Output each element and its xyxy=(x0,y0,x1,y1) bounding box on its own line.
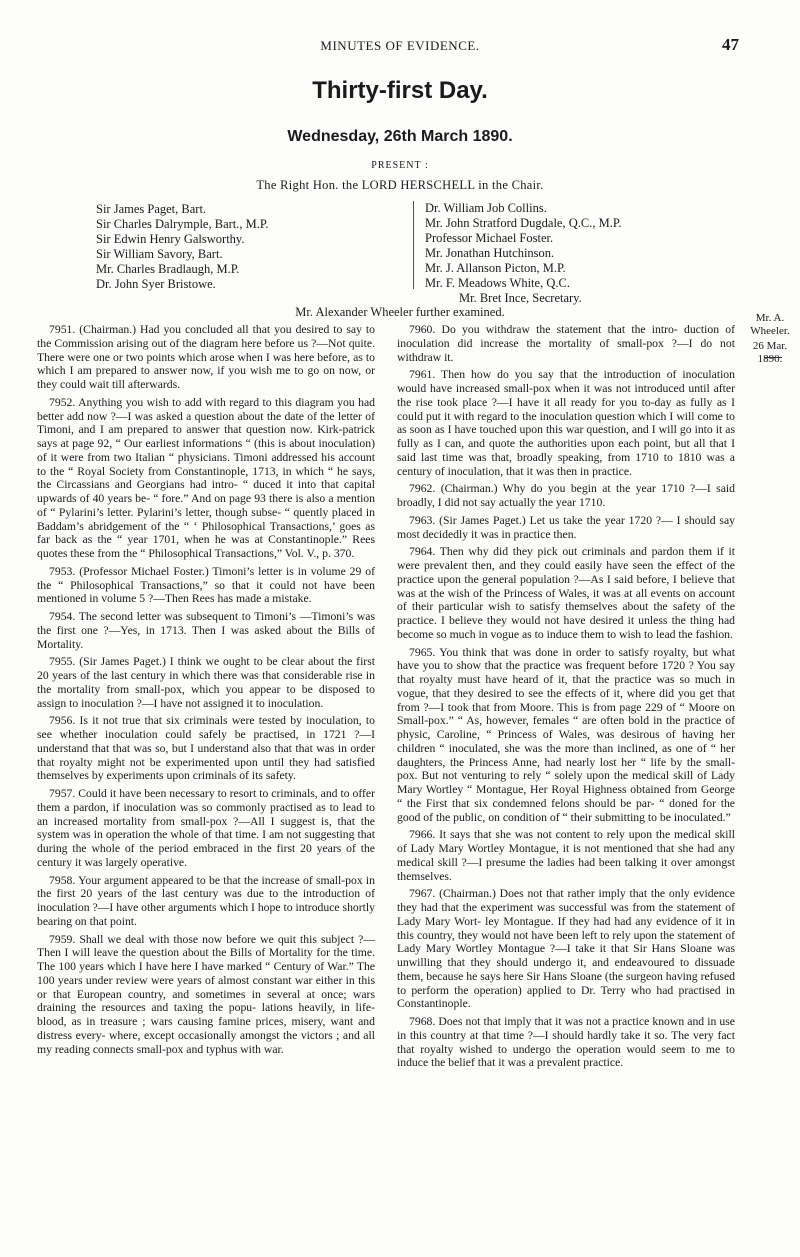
question-paragraph: 7954. The second letter was subsequent to Timoni’s —Timoni’s was the first one ?—Yes, in 1713. Then I was asked about the Bills of Mortality. xyxy=(37,610,375,651)
members-list-right xyxy=(413,201,765,305)
member-name: Sir William Savory, Bart. xyxy=(96,247,223,261)
date-margin-note: 26 Mar. 1890. xyxy=(752,340,788,365)
question-paragraph: 7961. Then how do you say that the introduction of inoculation would have increased small-pox when it was not introduced until after the rise took place ?—I have it all ready for you to-day as fully as I could put it with regard to the inoculation question which I will come to as soon as I have touched upon this war question, and I will go into it as fully as I can, and quote the authorities upon each point, but all that I said last time was that, broadly speaking, from 1710 to 1810 was a century of inoculation, that it was then in practice. xyxy=(397,368,735,478)
margin-rule xyxy=(764,357,782,358)
question-paragraph: 7965. You think that was done in order to satisfy royalty, but what have you to show that the practice was frequent before 1720 ? You say that royalty must have heard of it, that the practice was so much in vogue, that they desired to see the effects of it, where did you get that from ?—I took that from Moore. This is from page 229 of “ Moore on Small-pox.” “ As, however, females “ are often bold in the practice of physic, Caroline, “ Princess of Wales, was desirous of having her children “ inoculated, she was the more than inclined, as one of “ her daughters, the Princess Anne, had nearly lost her “ life by the small-pox. But not venturing to rely “ solely upon the medical skill of Lady Mary Wortley “ Montague, Her Royal Highness obtained from George “ the First that six condemned felons should be par- “ doned for the good of the public, on condition of “ their submitting to be inoculated.” xyxy=(397,645,735,824)
member-name: Dr. John Syer Bristowe. xyxy=(96,277,216,291)
session-date: Wednesday, 26th March 1890. xyxy=(287,128,513,145)
question-paragraph: 7952. Anything you wish to add with regard to this diagram you had better add now ?—I was asked a question about the date of the letter of Timoni, and I am prepared to answer that question now. Kirk-patrick says at page 92, “ Our earliest informations “ (this is about inoculation) of it were from two Italian “ physicians. Timoni addressed his account to the “ Royal Society from Constantinople, 1713, in which “ he says, the Circassians and Georgians had intro- “ duced it into that capital upwards of 40 years be- “ fore.” And on page 93 there is also a mention of “ Pylarini’s letter. Pylarini’s letter, though subse- “ quently placed in Baddam’s abridgement of the “ ‘ Philosophical Transactions,’ goes as far back as the “ year 1701, when he was at Constantinople.” Rees quotes these from the “ Philosophical Transactions,” Vol. V., p. 370. xyxy=(37,395,375,560)
members-list-left xyxy=(96,202,396,292)
question-paragraph: 7953. (Professor Michael Foster.) Timoni’s letter is in volume 29 of the “ Philosophical Transactions,” so that it could not have been mentioned in volume 5 ?—Then Rees has made a mistake. xyxy=(37,564,375,606)
question-paragraph: 7960. Do you withdraw the statement that the intro- duction of inoculation did increase the mortality of small-pox ?—I do not withdraw it. xyxy=(397,323,735,364)
question-paragraph: 7966. It says that she was not content to rely upon the medical skill of Lady Mary Wortley Montague, it is not mentioned that she had any medical skill ?—I presume the ladies had been talking it over amongst themselves. xyxy=(397,828,735,883)
secretary-line: Mr. Bret Ince, Secretary. xyxy=(459,291,582,305)
member-name: Mr. F. Meadows White, Q.C. xyxy=(425,276,570,290)
member-name: Mr. Charles Bradlaugh, M.P. xyxy=(96,262,240,276)
page-number: 47 xyxy=(722,35,739,54)
present-label: PRESENT : xyxy=(371,160,429,171)
question-paragraph: 7958. Your argument appeared to be that the increase of small-pox in the first 20 years of the last century was due to the introduction of inoculation ?—I have other arguments which I hope to introduce shortly bearing on that point. xyxy=(37,873,375,928)
member-name: Sir Charles Dalrymple, Bart., M.P. xyxy=(96,217,269,231)
member-name: Mr. John Stratford Dugdale, Q.C., M.P. xyxy=(425,216,622,230)
member-name: Dr. William Job Collins. xyxy=(425,201,547,215)
question-paragraph: 7957. Could it have been necessary to resort to criminals, and to offer them a pardon, if inoculation was so commonly practised as to lead to an increased mortality from small-pox ?—All I suggest is, that the system was in operation the whole of that time. I am not suggesting that during the whole of the period embraced in the first 20 years of the century it was largely operative. xyxy=(37,787,375,869)
witness-margin-note: Mr. A. Wheeler. xyxy=(750,312,790,337)
member-name: Professor Michael Foster. xyxy=(425,231,554,245)
question-paragraph: 7955. (Sir James Paget.) I think we ought to be clear about the first 20 years of the last century in which there was that considerable rise in the mortality from small-pox, which you appear to be disposed to assign to inoculation ?—I have not assigned it to inoculation. xyxy=(37,655,375,710)
examination-line: Mr. Alexander Wheeler further examined. xyxy=(295,305,505,319)
question-paragraph: 7968. Does not that imply that it was not a practice known and in use in this country at that time ?—I should hardly take it so. The very fact that royalty wished to undergo the operation would seem to me to induce the belief that it was a prevalent practice. xyxy=(397,1015,735,1070)
member-name: Mr. Jonathan Hutchinson. xyxy=(425,246,555,260)
question-paragraph: 7951. (Chairman.) Had you concluded all that you desired to say to the Commission arising out of the diagram here before us ?—Not quite. There were one or two points which arose when I was here before, as to which I am prepared to answer now, if you wish me to go on now, or they could wait till afterwards. xyxy=(37,323,375,391)
page-title: Thirty-first Day. xyxy=(312,77,488,104)
member-name: Sir James Paget, Bart. xyxy=(96,202,207,216)
question-paragraph: 7956. Is it not true that six criminals were tested by inoculation, to see whether inoculation could safely be practised, in 1721 ?—I understand that that was so, but I understand also that that was in order that royalty might not be experimented upon until they had satisfied themselves by experiments upon criminals of its safety. xyxy=(37,714,375,783)
member-name: Sir Edwin Henry Galsworthy. xyxy=(96,232,245,246)
running-title: MINUTES OF EVIDENCE. xyxy=(320,38,480,53)
question-paragraph: 7963. (Sir James Paget.) Let us take the year 1720 ?— I should say most decidedly it was in practice then. xyxy=(397,513,735,541)
question-paragraph: 7962. (Chairman.) Why do you begin at the year 1710 ?—I said broadly, I did not say actually the year 1710. xyxy=(397,482,735,509)
left-column xyxy=(37,323,375,1060)
right-column xyxy=(397,323,735,1074)
chair-line: The Right Hon. the LORD HERSCHELL in the Chair. xyxy=(256,178,544,192)
member-name: Mr. J. Allanson Picton, M.P. xyxy=(425,261,566,275)
question-paragraph: 7964. Then why did they pick out criminals and pardon them if it were prevalent then, and they could easily have seen the effect of the practice upon the general population ?—As I said before, I believe that was at the wish of the Princess of Wales, it was at all events on account of their particular wish to satisfy themselves about the safety of the practice. I believe they would not have desired it unless the thing had become so much in vogue as to induce them to wish to lead the fashion. xyxy=(397,545,735,641)
question-paragraph: 7959. Shall we deal with those now before we quit this subject ?—Then I will leave the question about the Bills of Mortality for the time. The 100 years which I have here I have marked “ Century of War.” The 100 years under review were years of almost constant war either in this or that European country, and sometimes in several at once; wars draining the resources and taxing the popu- lations heavily, in life-blood, as in treasure ; wars causing famine prices, misery, want and distress every- where, except occasionally amongst the victors ; and all my reading connects small-pox and typhus with war. xyxy=(37,932,375,1056)
question-paragraph: 7967. (Chairman.) Does not that rather imply that the only evidence they had that the experiment was successful was from the statement of Lady Mary Wort- ley Montague. If they had had any evidence of it in this country, they would not have been left to rely upon the statement of Lady Mary Wortley Montague ?—I take it that Sir Hans Sloane was unwilling that they should undergo it, and endeavoured to dissuade them, because he says here Sir Hans Sloane (the surgeon having refused to perform the operation) applied to Dr. Terry who had practised in Constantinople. xyxy=(397,887,735,1011)
